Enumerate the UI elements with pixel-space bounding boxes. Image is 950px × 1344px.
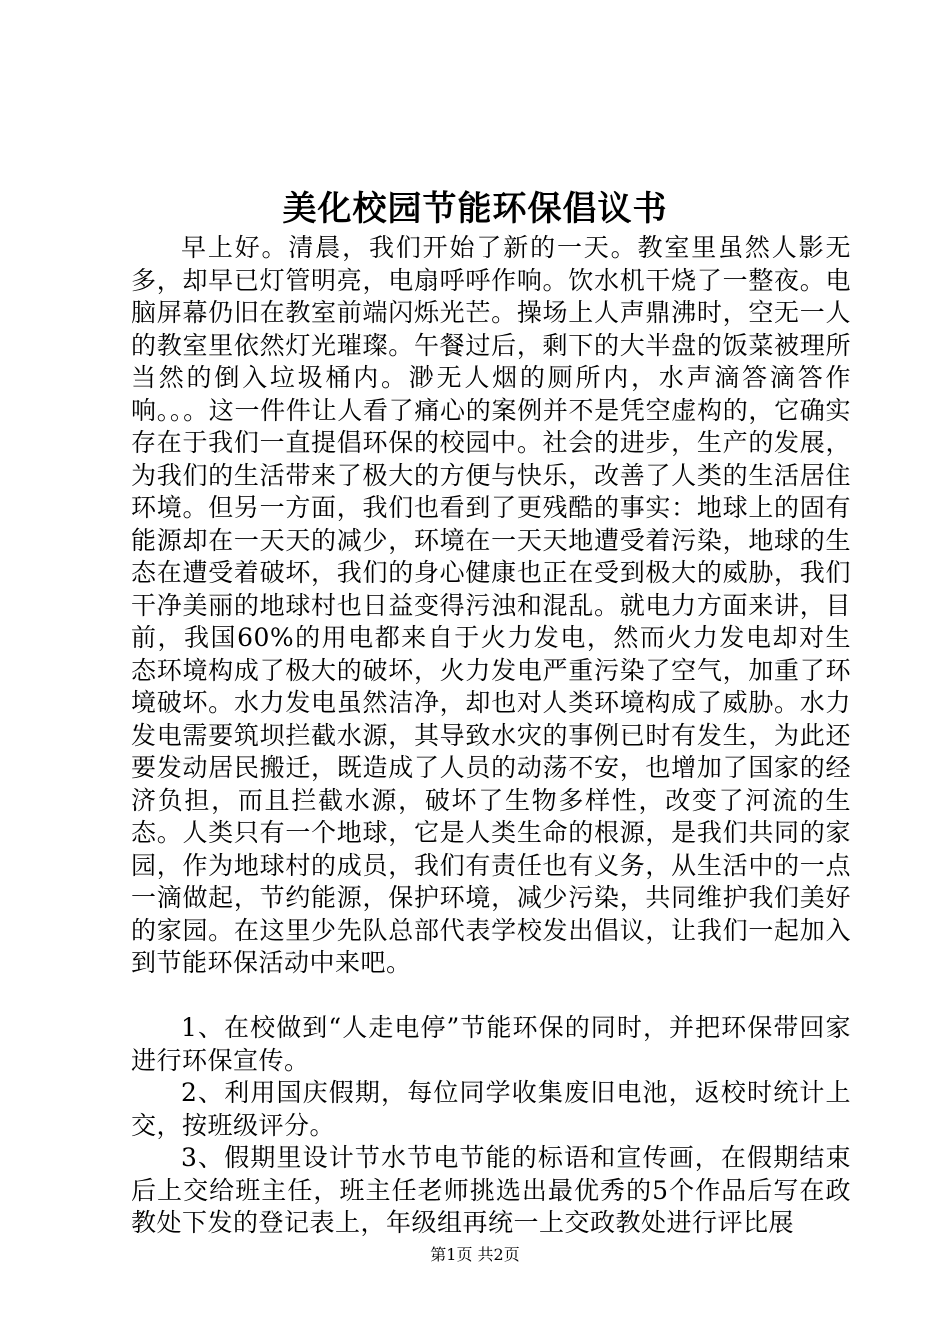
proposal-item-3: 3、假期里设计节水节电节能的标语和宣传画，在假期结束后上交给班主任，班主任老师挑选出最优秀的5个作品后写在政教处下发的登记表上，年级组再统一上交政教处进行评比展 [131,1143,851,1237]
page-number-footer: 第1页 共2页 [430,1245,520,1264]
proposal-item-1: 1、在校做到“人走电停”节能环保的同时，并把环保带回家进行环保宣传。 [131,1013,851,1075]
document-title: 美化校园节能环保倡议书 [282,189,668,229]
proposal-item-2: 2、利用国庆假期，每位同学收集废旧电池，返校时统计上交，按班级评分。 [131,1078,851,1140]
document-body [131,232,851,1240]
intro-paragraph: 早上好。清晨，我们开始了新的一天。教室里虽然人影无多，却早已灯管明亮，电扇呼呼作响。饮水机干烧了一整夜。电脑屏幕仍旧在教室前端闪烁光芒。操场上人声鼎沸时，空无一人的教室里依然灯光璀璨。午餐过后，剩下的大半盘的饭菜被理所当然的倒入垃圾桶内。渺无人烟的厕所内，水声滴答滴答作响。。。这一件件让人看了痛心的案例并不是凭空虚构的，它确实存在于我们一直提倡环保的校园中。社会的进步，生产的发展，为我们的生活带来了极大的方便与快乐，改善了人类的生活居住环境。但另一方面，我们也看到了更残酷的事实：地球上的固有能源却在一天天的减少，环境在一天天地遭受着污染，地球的生态在遭受着破坏，我们的身心健康也正在受到极大的威胁，我们干净美丽的地球村也日益变得污浊和混乱。就电力方面来讲，目前，我国60%的用电都来自于火力发电，然而火力发电却对生态环境构成了极大的破坏，火力发电严重污染了空气，加重了环境破坏。水力发电虽然洁净，却也对人类环境构成了威胁。水力发电需要筑坝拦截水源，其导致水灾的事例已时有发生，为此还要发动居民搬迁，既造成了人员的动荡不安，也增加了国家的经济负担，而且拦截水源，破坏了生物多样性，改变了河流的生态。人类只有一个地球，它是人类生命的根源，是我们共同的家园，作为地球村的成员，我们有责任也有义务，从生活中的一点一滴做起，节约能源，保护环境，减少污染，共同维护我们美好的家园。在这里少先队总部代表学校发出倡议，让我们一起加入到节能环保活动中来吧。 [131,233,851,977]
